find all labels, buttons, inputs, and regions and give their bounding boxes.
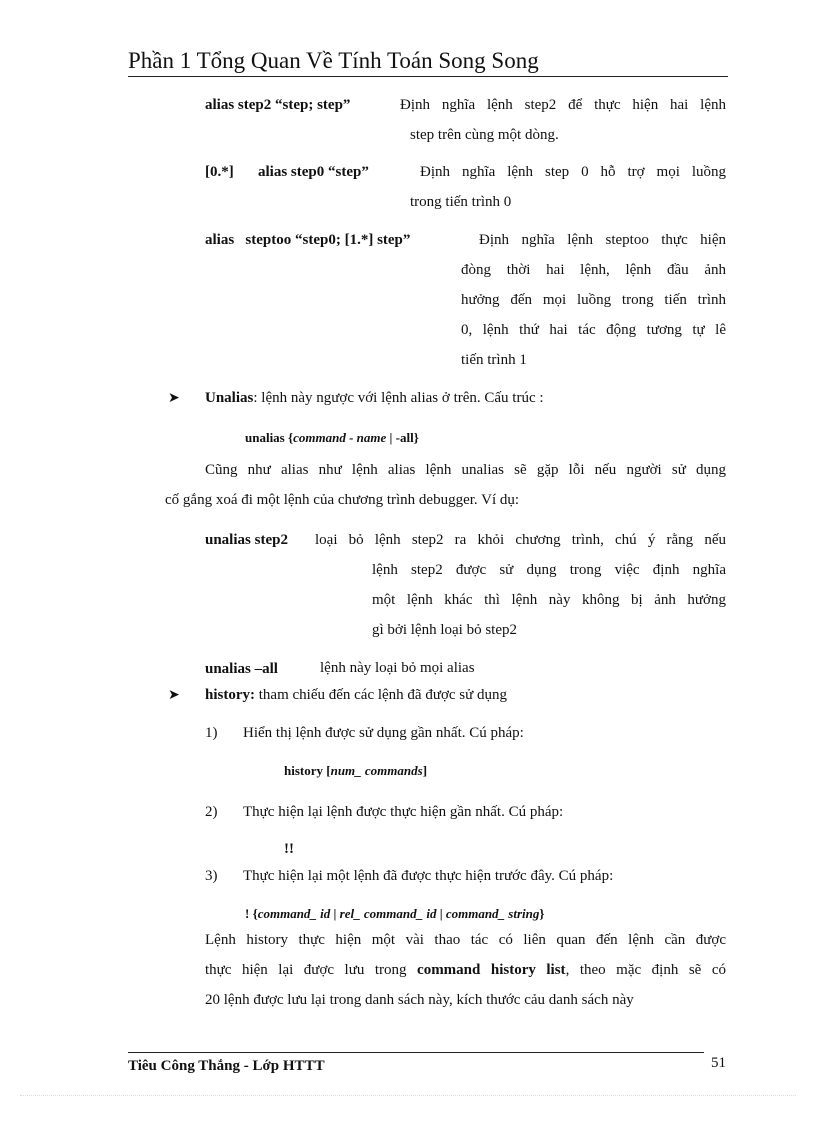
unalias-heading: Unalias: lệnh này ngược với lệnh alias ở trên. Cấu trúc :	[205, 390, 544, 406]
repeat-last-syntax: !!	[284, 841, 294, 857]
unalias-paragraph-line1: Cũng như alias như lệnh alias lệnh unalias sẽ gặp lỗi nếu người sử dụng	[205, 462, 726, 478]
alias-steptoo-command: alias steptoo “step0; [1.*] step”	[205, 232, 411, 248]
unalias-all-command: unalias –all	[205, 661, 278, 677]
repeat-command-syntax: ! {command_ id | rel_ command_ id | command_ string}	[245, 906, 545, 921]
unalias-syntax: unalias {command - name | -all}	[245, 430, 419, 445]
history-item-text: Thực hiện lại lệnh được thực hiện gần nhất. Cú pháp:	[243, 804, 564, 820]
alias-step2-desc-line1: Định nghĩa lệnh step2 để thực hiện hai lệnh	[400, 97, 726, 113]
history-syntax: history [num_ commands]	[284, 763, 428, 778]
alias-steptoo-desc-line2: đòng thời hai lệnh, lệnh đầu ảnh	[461, 262, 726, 278]
unalias-all-desc: lệnh này loại bỏ mọi alias	[320, 660, 475, 676]
alias-step2-command: alias step2 “step; step”	[205, 97, 351, 113]
history-heading: history: tham chiếu đến các lệnh đã được sử dụng	[205, 687, 508, 703]
header-divider	[128, 76, 728, 77]
page-number: 51	[711, 1055, 726, 1071]
unalias-step2-desc-line3: một lệnh khác thì lệnh này không bị ảnh hưởng	[372, 592, 726, 608]
arrow-bullet-icon: ➤	[168, 391, 180, 406]
history-item-number: 1)	[205, 725, 218, 741]
alias-step0-command: alias step0 “step”	[258, 164, 369, 180]
alias-step0-prefix: [0.*]	[205, 164, 234, 180]
alias-step0-desc-line1: Định nghĩa lệnh step 0 hỗ trợ mọi luồng	[420, 164, 726, 180]
page-edge-divider	[20, 1095, 796, 1096]
alias-steptoo-desc-line5: tiến trình 1	[461, 352, 527, 368]
arrow-bullet-icon: ➤	[168, 688, 180, 703]
unalias-step2-desc-line2: lệnh step2 được sử dụng trong việc định nghĩa	[372, 562, 726, 578]
alias-step0-desc-line2: trong tiến trình 0	[410, 194, 512, 210]
history-item-number: 2)	[205, 804, 218, 820]
history-paragraph-line3: 20 lệnh được lưu lại trong danh sách này, kích thước cảu danh sách này	[205, 992, 634, 1008]
unalias-paragraph-line2: cố gắng xoá đi một lệnh của chương trình debugger. Ví dụ:	[165, 492, 520, 508]
history-item-number: 3)	[205, 868, 218, 884]
alias-steptoo-desc-line1: Định nghĩa lệnh steptoo thực hiện	[479, 232, 726, 248]
unalias-step2-desc-line4: gì bởi lệnh loại bỏ step2	[372, 622, 517, 638]
history-item-text: Hiển thị lệnh được sử dụng gần nhất. Cú pháp:	[243, 725, 524, 741]
history-item-text: Thực hiện lại một lệnh đã được thực hiện trước đây. Cú pháp:	[243, 868, 614, 884]
footer-divider	[128, 1052, 704, 1053]
page-title: Phần 1 Tổng Quan Về Tính Toán Song Song	[128, 48, 539, 73]
unalias-step2-desc-line1: loại bỏ lệnh step2 ra khỏi chương trình, chú ý rằng nếu	[315, 532, 726, 548]
alias-step2-desc-line2: step trên cùng một dòng.	[410, 127, 559, 143]
unalias-step2-command: unalias step2	[205, 532, 288, 548]
history-paragraph-line2: thực hiện lại được lưu trong command history list, theo mặc định sẽ có	[205, 962, 727, 978]
alias-steptoo-desc-line3: hưởng đến mọi luồng trong tiến trình	[461, 292, 726, 308]
footer-author: Tiêu Công Thắng - Lớp HTTT	[128, 1058, 325, 1074]
alias-steptoo-desc-line4: 0, lệnh thứ hai tác động tương tự lê	[461, 322, 726, 338]
history-paragraph-line1: Lệnh history thực hiện một vài thao tác có liên quan đến lệnh cần được	[205, 932, 726, 948]
